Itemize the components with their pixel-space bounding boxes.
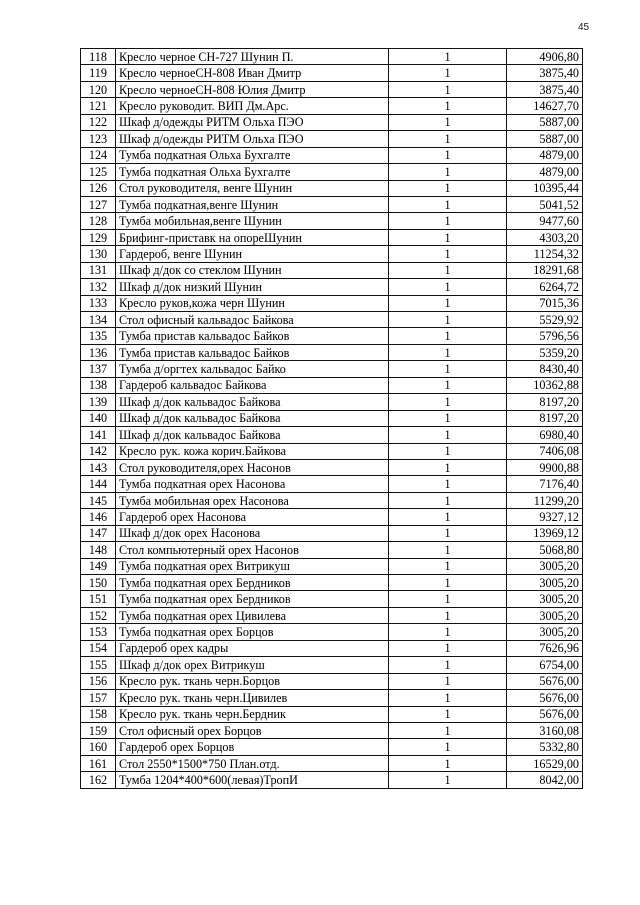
inventory-table-body (81, 49, 583, 789)
row-number-cell: 158 (81, 706, 116, 722)
row-number-cell: 139 (81, 394, 116, 410)
price-cell: 7626,96 (507, 640, 583, 656)
table-row (81, 575, 583, 591)
row-number-cell: 129 (81, 229, 116, 245)
row-number-cell: 143 (81, 459, 116, 475)
quantity-cell: 1 (389, 624, 507, 640)
item-name-cell: Шкаф д/док орех Витрикуш (116, 657, 389, 673)
table-row (81, 492, 583, 508)
row-number-cell: 124 (81, 147, 116, 163)
price-cell: 5796,56 (507, 328, 583, 344)
price-cell: 6264,72 (507, 279, 583, 295)
quantity-cell: 1 (389, 262, 507, 278)
item-name-cell: Стол руководителя,орех Насонов (116, 459, 389, 475)
item-name-cell: Кресло черное СН-727 Шунин П. (116, 49, 389, 65)
quantity-cell: 1 (389, 640, 507, 656)
row-number-cell: 147 (81, 525, 116, 541)
price-cell: 8197,20 (507, 394, 583, 410)
quantity-cell: 1 (389, 443, 507, 459)
item-name-cell: Тумба подкатная орех Насонова (116, 476, 389, 492)
item-name-cell: Гардероб орех кадры (116, 640, 389, 656)
price-cell: 8042,00 (507, 772, 583, 788)
row-number-cell: 135 (81, 328, 116, 344)
item-name-cell: Тумба подкатная орех Бердников (116, 591, 389, 607)
table-row (81, 607, 583, 623)
table-row (81, 196, 583, 212)
row-number-cell: 140 (81, 410, 116, 426)
item-name-cell: Шкаф д/одежды РИТМ Ольха ПЭО (116, 131, 389, 147)
quantity-cell: 1 (389, 706, 507, 722)
table-row (81, 262, 583, 278)
item-name-cell: Тумба 1204*400*600(левая)ТропИ (116, 772, 389, 788)
row-number-cell: 132 (81, 279, 116, 295)
row-number-cell: 141 (81, 427, 116, 443)
price-cell: 18291,68 (507, 262, 583, 278)
quantity-cell: 1 (389, 772, 507, 788)
quantity-cell: 1 (389, 427, 507, 443)
quantity-cell: 1 (389, 607, 507, 623)
price-cell: 11299,20 (507, 492, 583, 508)
price-cell: 5332,80 (507, 739, 583, 755)
price-cell: 5676,00 (507, 690, 583, 706)
table-row (81, 673, 583, 689)
row-number-cell: 142 (81, 443, 116, 459)
item-name-cell: Брифинг-приставк на опореШунин (116, 229, 389, 245)
item-name-cell: Стол руководителя, венге Шунин (116, 180, 389, 196)
table-row (81, 624, 583, 640)
quantity-cell: 1 (389, 213, 507, 229)
row-number-cell: 131 (81, 262, 116, 278)
price-cell: 7015,36 (507, 295, 583, 311)
price-cell: 11254,32 (507, 246, 583, 262)
row-number-cell: 118 (81, 49, 116, 65)
quantity-cell: 1 (389, 295, 507, 311)
table-row (81, 377, 583, 393)
item-name-cell: Тумба подкатная Ольха Бухгалте (116, 147, 389, 163)
quantity-cell: 1 (389, 722, 507, 738)
table-row (81, 443, 583, 459)
row-number-cell: 136 (81, 344, 116, 360)
item-name-cell: Тумба подкатная орех Бердников (116, 575, 389, 591)
item-name-cell: Кресло черноеСН-808 Иван Дмитр (116, 65, 389, 81)
table-row (81, 657, 583, 673)
price-cell: 3160,08 (507, 722, 583, 738)
table-row (81, 328, 583, 344)
quantity-cell: 1 (389, 114, 507, 130)
quantity-cell: 1 (389, 98, 507, 114)
table-row (81, 65, 583, 81)
table-row (81, 213, 583, 229)
quantity-cell: 1 (389, 739, 507, 755)
price-cell: 5359,20 (507, 344, 583, 360)
price-cell: 5068,80 (507, 542, 583, 558)
item-name-cell: Гардероб орех Насонова (116, 509, 389, 525)
row-number-cell: 156 (81, 673, 116, 689)
quantity-cell: 1 (389, 558, 507, 574)
item-name-cell: Тумба мобильная,венге Шунин (116, 213, 389, 229)
item-name-cell: Кресло руководит. ВИП Дм.Арс. (116, 98, 389, 114)
price-cell: 9327,12 (507, 509, 583, 525)
row-number-cell: 121 (81, 98, 116, 114)
table-row (81, 755, 583, 771)
table-row (81, 229, 583, 245)
item-name-cell: Стол 2550*1500*750 План.отд. (116, 755, 389, 771)
quantity-cell: 1 (389, 394, 507, 410)
row-number-cell: 151 (81, 591, 116, 607)
item-name-cell: Гардероб, венге Шунин (116, 246, 389, 262)
item-name-cell: Стол компьютерный орех Насонов (116, 542, 389, 558)
table-row (81, 81, 583, 97)
price-cell: 8430,40 (507, 361, 583, 377)
row-number-cell: 122 (81, 114, 116, 130)
inventory-table (80, 48, 583, 789)
quantity-cell: 1 (389, 476, 507, 492)
item-name-cell: Тумба пристав кальвадос Байков (116, 344, 389, 360)
item-name-cell: Стол офисный кальвадос Байкова (116, 312, 389, 328)
item-name-cell: Шкаф д/док кальвадос Байкова (116, 394, 389, 410)
table-row (81, 180, 583, 196)
table-row (81, 722, 583, 738)
item-name-cell: Кресло рук. ткань черн.Бердник (116, 706, 389, 722)
price-cell: 14627,70 (507, 98, 583, 114)
row-number-cell: 145 (81, 492, 116, 508)
price-cell: 5887,00 (507, 114, 583, 130)
row-number-cell: 128 (81, 213, 116, 229)
row-number-cell: 126 (81, 180, 116, 196)
quantity-cell: 1 (389, 542, 507, 558)
table-row (81, 312, 583, 328)
table-row (81, 394, 583, 410)
price-cell: 3005,20 (507, 624, 583, 640)
table-row (81, 98, 583, 114)
row-number-cell: 127 (81, 196, 116, 212)
price-cell: 4906,80 (507, 49, 583, 65)
price-cell: 7406,08 (507, 443, 583, 459)
quantity-cell: 1 (389, 147, 507, 163)
table-row (81, 131, 583, 147)
row-number-cell: 119 (81, 65, 116, 81)
row-number-cell: 149 (81, 558, 116, 574)
table-row (81, 476, 583, 492)
item-name-cell: Тумба подкатная орех Цивилева (116, 607, 389, 623)
quantity-cell: 1 (389, 509, 507, 525)
item-name-cell: Тумба подкатная Ольха Бухгалте (116, 164, 389, 180)
price-cell: 4879,00 (507, 147, 583, 163)
row-number-cell: 120 (81, 81, 116, 97)
table-row (81, 772, 583, 788)
quantity-cell: 1 (389, 344, 507, 360)
item-name-cell: Тумба мобильная орех Насонова (116, 492, 389, 508)
item-name-cell: Кресло рук. ткань черн.Цивилев (116, 690, 389, 706)
item-name-cell: Кресло рук. кожа корич.Байкова (116, 443, 389, 459)
price-cell: 9477,60 (507, 213, 583, 229)
price-cell: 6980,40 (507, 427, 583, 443)
row-number-cell: 152 (81, 607, 116, 623)
row-number-cell: 146 (81, 509, 116, 525)
quantity-cell: 1 (389, 246, 507, 262)
item-name-cell: Шкаф д/док низкий Шунин (116, 279, 389, 295)
quantity-cell: 1 (389, 591, 507, 607)
quantity-cell: 1 (389, 575, 507, 591)
price-cell: 5041,52 (507, 196, 583, 212)
price-cell: 13969,12 (507, 525, 583, 541)
table-row (81, 525, 583, 541)
item-name-cell: Кресло руков,кожа черн Шунин (116, 295, 389, 311)
table-row (81, 344, 583, 360)
item-name-cell: Тумба д/оргтех кальвадос Байко (116, 361, 389, 377)
quantity-cell: 1 (389, 164, 507, 180)
row-number-cell: 150 (81, 575, 116, 591)
price-cell: 4879,00 (507, 164, 583, 180)
table-row (81, 246, 583, 262)
item-name-cell: Кресло рук. ткань черн.Борцов (116, 673, 389, 689)
item-name-cell: Шкаф д/док со стеклом Шунин (116, 262, 389, 278)
quantity-cell: 1 (389, 328, 507, 344)
table-row (81, 427, 583, 443)
price-cell: 3005,20 (507, 558, 583, 574)
table-row (81, 706, 583, 722)
page-number: 45 (578, 22, 590, 33)
row-number-cell: 159 (81, 722, 116, 738)
quantity-cell: 1 (389, 673, 507, 689)
price-cell: 7176,40 (507, 476, 583, 492)
quantity-cell: 1 (389, 410, 507, 426)
price-cell: 3875,40 (507, 81, 583, 97)
quantity-cell: 1 (389, 131, 507, 147)
quantity-cell: 1 (389, 49, 507, 65)
price-cell: 3005,20 (507, 591, 583, 607)
row-number-cell: 162 (81, 772, 116, 788)
quantity-cell: 1 (389, 492, 507, 508)
table-row (81, 147, 583, 163)
item-name-cell: Тумба подкатная орех Витрикуш (116, 558, 389, 574)
table-row (81, 591, 583, 607)
price-cell: 5676,00 (507, 706, 583, 722)
item-name-cell: Шкаф д/одежды РИТМ Ольха ПЭО (116, 114, 389, 130)
quantity-cell: 1 (389, 279, 507, 295)
row-number-cell: 148 (81, 542, 116, 558)
price-cell: 16529,00 (507, 755, 583, 771)
price-cell: 5887,00 (507, 131, 583, 147)
table-row (81, 164, 583, 180)
row-number-cell: 138 (81, 377, 116, 393)
quantity-cell: 1 (389, 65, 507, 81)
row-number-cell: 153 (81, 624, 116, 640)
row-number-cell: 155 (81, 657, 116, 673)
row-number-cell: 160 (81, 739, 116, 755)
table-row (81, 114, 583, 130)
item-name-cell: Шкаф д/док кальвадос Байкова (116, 427, 389, 443)
table-row (81, 410, 583, 426)
item-name-cell: Гардероб кальвадос Байкова (116, 377, 389, 393)
table-row (81, 542, 583, 558)
price-cell: 10395,44 (507, 180, 583, 196)
price-cell: 10362,88 (507, 377, 583, 393)
quantity-cell: 1 (389, 459, 507, 475)
price-cell: 3875,40 (507, 65, 583, 81)
row-number-cell: 130 (81, 246, 116, 262)
table-row (81, 295, 583, 311)
row-number-cell: 161 (81, 755, 116, 771)
row-number-cell: 137 (81, 361, 116, 377)
item-name-cell: Тумба пристав кальвадос Байков (116, 328, 389, 344)
price-cell: 5529,92 (507, 312, 583, 328)
row-number-cell: 157 (81, 690, 116, 706)
table-row (81, 739, 583, 755)
row-number-cell: 154 (81, 640, 116, 656)
table-row (81, 558, 583, 574)
row-number-cell: 134 (81, 312, 116, 328)
table-row (81, 459, 583, 475)
price-cell: 9900,88 (507, 459, 583, 475)
price-cell: 3005,20 (507, 607, 583, 623)
table-row (81, 509, 583, 525)
row-number-cell: 123 (81, 131, 116, 147)
price-cell: 3005,20 (507, 575, 583, 591)
price-cell: 4303,20 (507, 229, 583, 245)
table-row (81, 279, 583, 295)
quantity-cell: 1 (389, 180, 507, 196)
row-number-cell: 144 (81, 476, 116, 492)
price-cell: 8197,20 (507, 410, 583, 426)
quantity-cell: 1 (389, 229, 507, 245)
item-name-cell: Тумба подкатная орех Борцов (116, 624, 389, 640)
item-name-cell: Тумба подкатная,венге Шунин (116, 196, 389, 212)
table-row (81, 690, 583, 706)
quantity-cell: 1 (389, 657, 507, 673)
table-row (81, 49, 583, 65)
table-row (81, 361, 583, 377)
item-name-cell: Кресло черноеСН-808 Юлия Дмитр (116, 81, 389, 97)
quantity-cell: 1 (389, 690, 507, 706)
quantity-cell: 1 (389, 377, 507, 393)
quantity-cell: 1 (389, 196, 507, 212)
table-row (81, 640, 583, 656)
price-cell: 6754,00 (507, 657, 583, 673)
quantity-cell: 1 (389, 361, 507, 377)
price-cell: 5676,00 (507, 673, 583, 689)
row-number-cell: 125 (81, 164, 116, 180)
quantity-cell: 1 (389, 755, 507, 771)
item-name-cell: Шкаф д/док орех Насонова (116, 525, 389, 541)
row-number-cell: 133 (81, 295, 116, 311)
item-name-cell: Шкаф д/док кальвадос Байкова (116, 410, 389, 426)
quantity-cell: 1 (389, 81, 507, 97)
quantity-cell: 1 (389, 525, 507, 541)
quantity-cell: 1 (389, 312, 507, 328)
item-name-cell: Стол офисный орех Борцов (116, 722, 389, 738)
item-name-cell: Гардероб орех Борцов (116, 739, 389, 755)
